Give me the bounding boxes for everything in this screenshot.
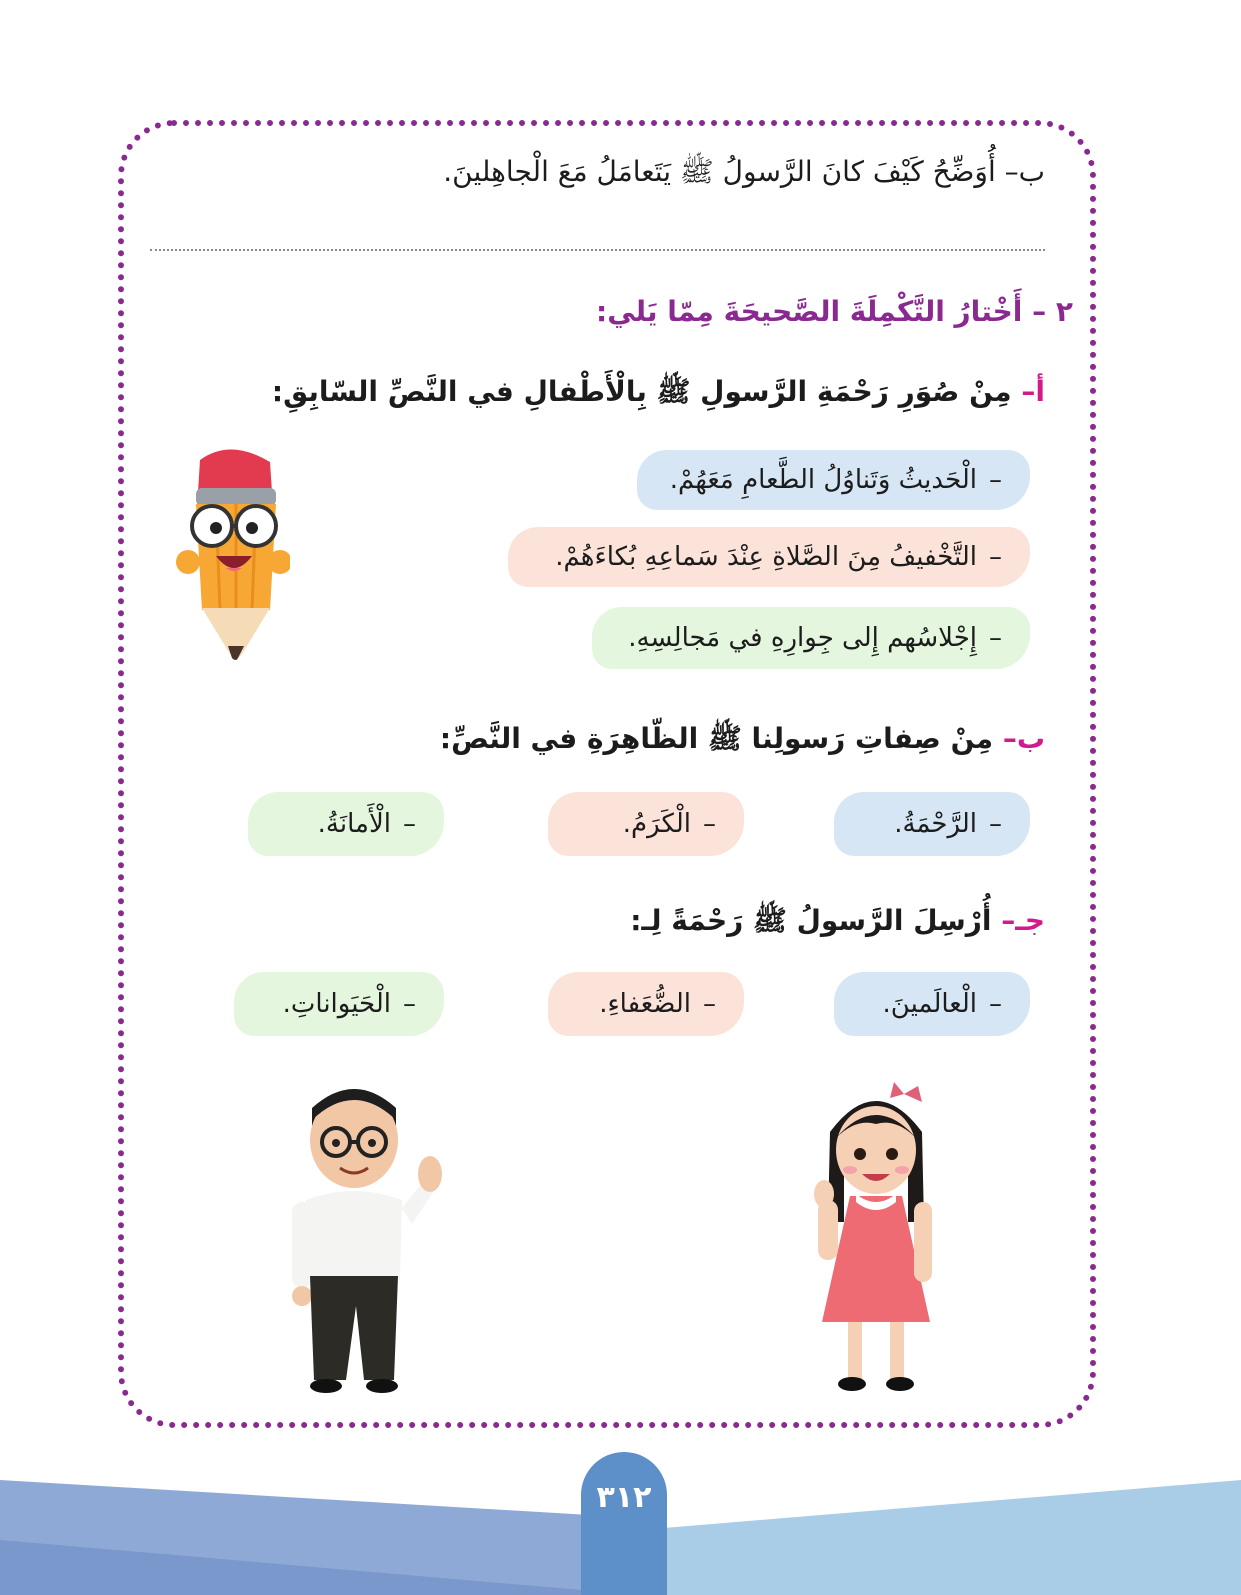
section-2-number: ٢ –	[1032, 295, 1073, 328]
option-c-3[interactable]: – الْحَيَواناتِ.	[234, 972, 444, 1036]
girl-illustration	[800, 1072, 950, 1397]
option-label: الْكَرَمُ.	[622, 809, 691, 839]
item-c-label: جـ–	[1001, 904, 1045, 937]
option-b-3[interactable]: – الْأَمانَةُ.	[248, 792, 444, 856]
item-b-text: مِنْ صِفاتِ رَسولِنا ﷺ الظّاهِرَةِ في النَّصِّ:	[439, 722, 994, 755]
page-number: ٣١٢	[581, 1452, 667, 1595]
section-2-title: أَخْتارُ التَّكْمِلَةَ الصَّحيحَةَ مِمّا يَلي:	[596, 295, 1023, 328]
item-c-text: أُرْسِلَ الرَّسولُ ﷺ رَحْمَةً لِـ:	[630, 904, 992, 937]
option-a-2[interactable]: – التَّخْفيفُ مِنَ الصَّلاةِ عِنْدَ سَماعِهِ بُكاءَهُمْ.	[508, 527, 1030, 587]
item-a-question	[185, 375, 1045, 415]
option-label: التَّخْفيفُ مِنَ الصَّلاةِ عِنْدَ سَماعِهِ بُكاءَهُمْ.	[555, 542, 977, 572]
pencil-mascot-illustration	[172, 440, 290, 662]
option-label: إِجْلاسُهم إِلى جِوارِهِ في مَجالِسِهِ.	[628, 623, 977, 653]
question-b	[185, 155, 1045, 195]
item-a-text: مِنْ صُوَرِ رَحْمَةِ الرَّسولِ ﷺ بِالْأَطْفالِ في النَّصِّ السّابِقِ:	[271, 375, 1012, 408]
section-2-heading	[173, 295, 1073, 328]
boy-illustration	[284, 1070, 448, 1395]
item-b-label: ب–	[1002, 722, 1045, 755]
item-b-question	[185, 722, 1045, 762]
question-b-label: ب–	[1004, 155, 1045, 188]
answer-line[interactable]	[150, 249, 1045, 251]
option-c-2[interactable]: – الضُّعَفاءِ.	[548, 972, 744, 1036]
option-label: الرَّحْمَةُ.	[894, 809, 977, 839]
option-label: الْحَديثُ وَتَناوُلُ الطَّعامِ مَعَهُمْ.	[669, 465, 977, 495]
option-label: الْأَمانَةُ.	[317, 809, 391, 839]
option-a-1[interactable]: – الْحَديثُ وَتَناوُلُ الطَّعامِ مَعَهُمْ.	[637, 450, 1030, 510]
option-a-3[interactable]: – إِجْلاسُهم إِلى جِوارِهِ في مَجالِسِهِ.	[592, 607, 1030, 669]
option-b-1[interactable]: – الرَّحْمَةُ.	[834, 792, 1030, 856]
option-label: الضُّعَفاءِ.	[599, 989, 691, 1019]
option-label: الْحَيَواناتِ.	[282, 989, 391, 1019]
option-c-1[interactable]: – الْعالَمينَ.	[834, 972, 1030, 1036]
question-b-text: أُوَضِّحُ كَيْفَ كانَ الرَّسولُ ﷺ يَتَعامَلُ مَعَ الْجاهِلينَ.	[443, 155, 996, 188]
item-a-label: أ–	[1021, 375, 1045, 408]
option-b-2[interactable]: – الْكَرَمُ.	[548, 792, 744, 856]
item-c-question	[185, 904, 1045, 944]
option-label: الْعالَمينَ.	[882, 989, 977, 1019]
